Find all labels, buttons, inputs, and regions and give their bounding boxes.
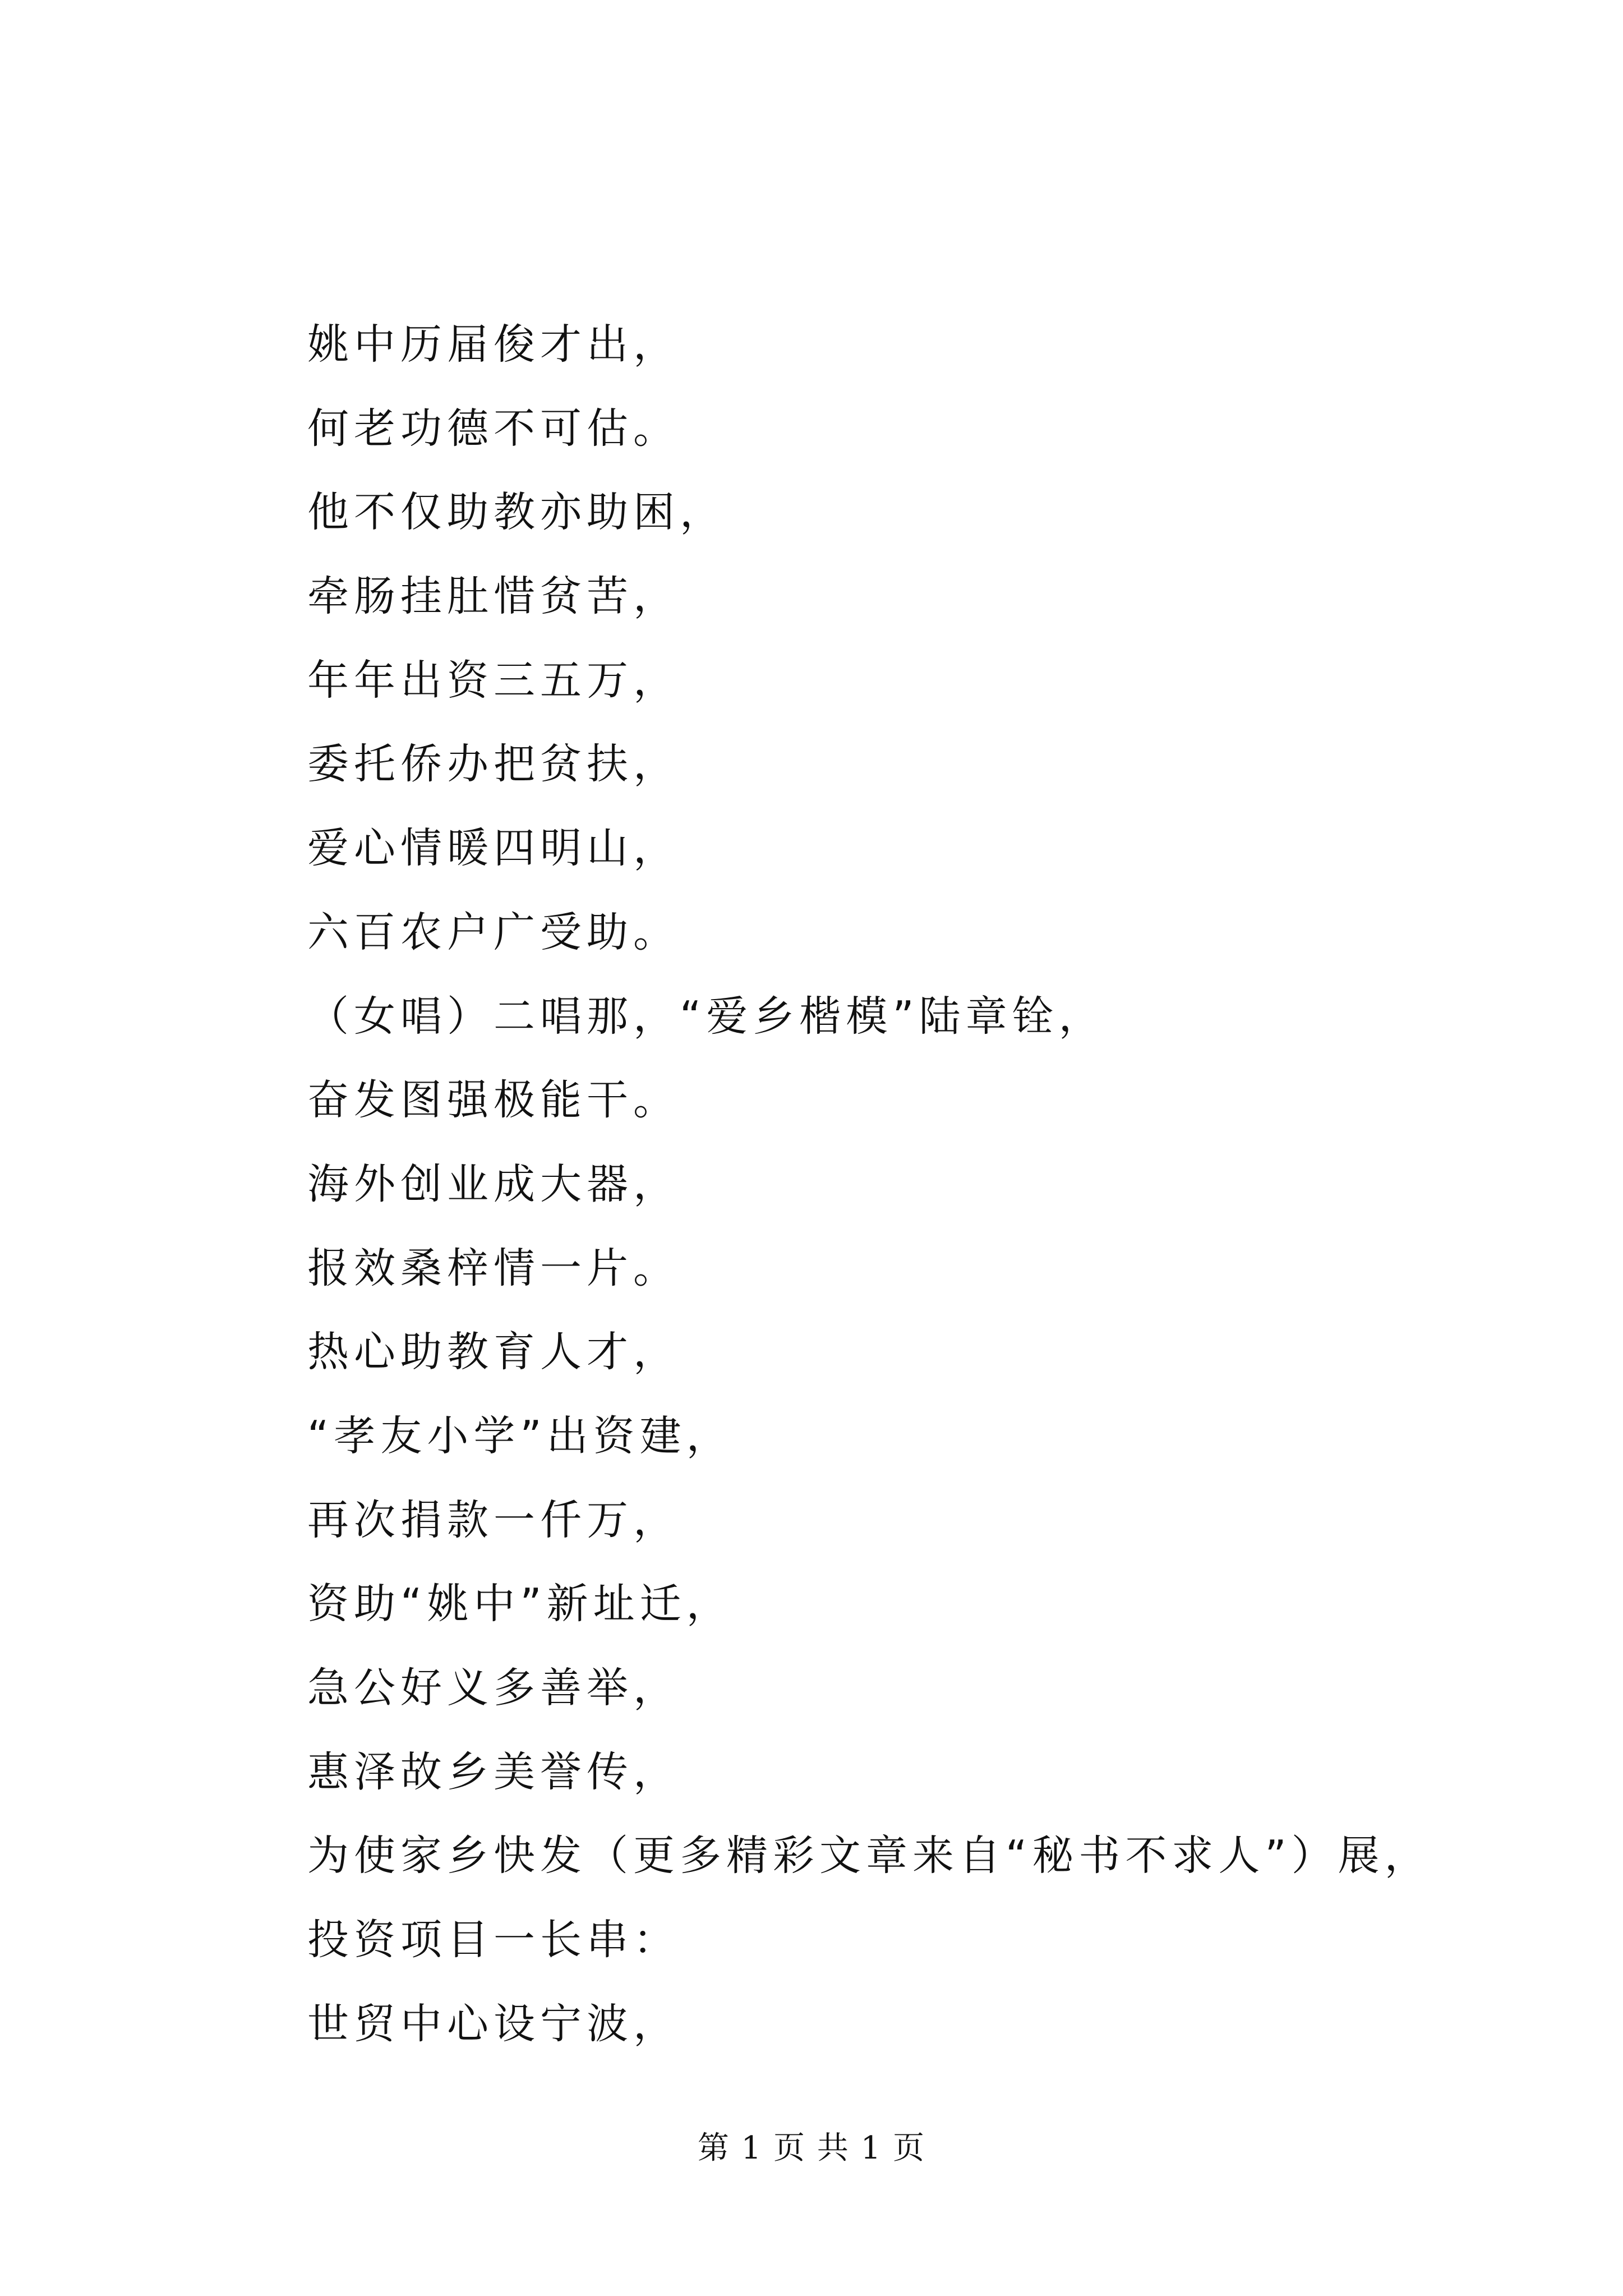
poem-line: 为使家乡快发（更多精彩文章来自“秘书不求人”）展，	[307, 1832, 1431, 1880]
poem-line: 姚中历届俊才出，	[307, 320, 680, 369]
poem-line: 奋发图强极能干。	[307, 1076, 680, 1125]
poem-line: 资助“姚中”新址迁，	[307, 1580, 733, 1628]
poem-line: 惠泽故乡美誉传，	[307, 1747, 680, 1796]
page-number-footer: 第 1 页 共 1 页	[697, 2130, 926, 2166]
poem-line: “孝友小学”出资建，	[307, 1411, 733, 1460]
poem-line: 急公好义多善举，	[307, 1664, 680, 1712]
poem-line: 海外创业成大器，	[307, 1159, 680, 1208]
poem-line: 世贸中心设宁波，	[307, 1999, 680, 2048]
poem-line: 再次捐款一仟万，	[307, 1496, 680, 1544]
poem-line: 热心助教育人才，	[307, 1328, 680, 1377]
poem-line: 报效桑梓情一片。	[307, 1244, 680, 1292]
poem-line: 何老功德不可估。	[307, 404, 680, 453]
poem-line: 六百农户广受助。	[307, 908, 680, 956]
poem-body	[307, 303, 1429, 2066]
poem-line: （女唱）二唱那，“爱乡楷模”陆章铨，	[307, 992, 1105, 1041]
poem-line: 他不仅助教亦助困，	[307, 488, 726, 537]
poem-line: 投资项目一长串：	[307, 1916, 680, 1964]
poem-line: 爱心情暖四明山，	[307, 824, 680, 873]
poem-line: 年年出资三五万，	[307, 656, 680, 705]
poem-line: 牵肠挂肚惜贫苦，	[307, 572, 680, 621]
poem-line: 委托侨办把贫扶，	[307, 740, 680, 789]
